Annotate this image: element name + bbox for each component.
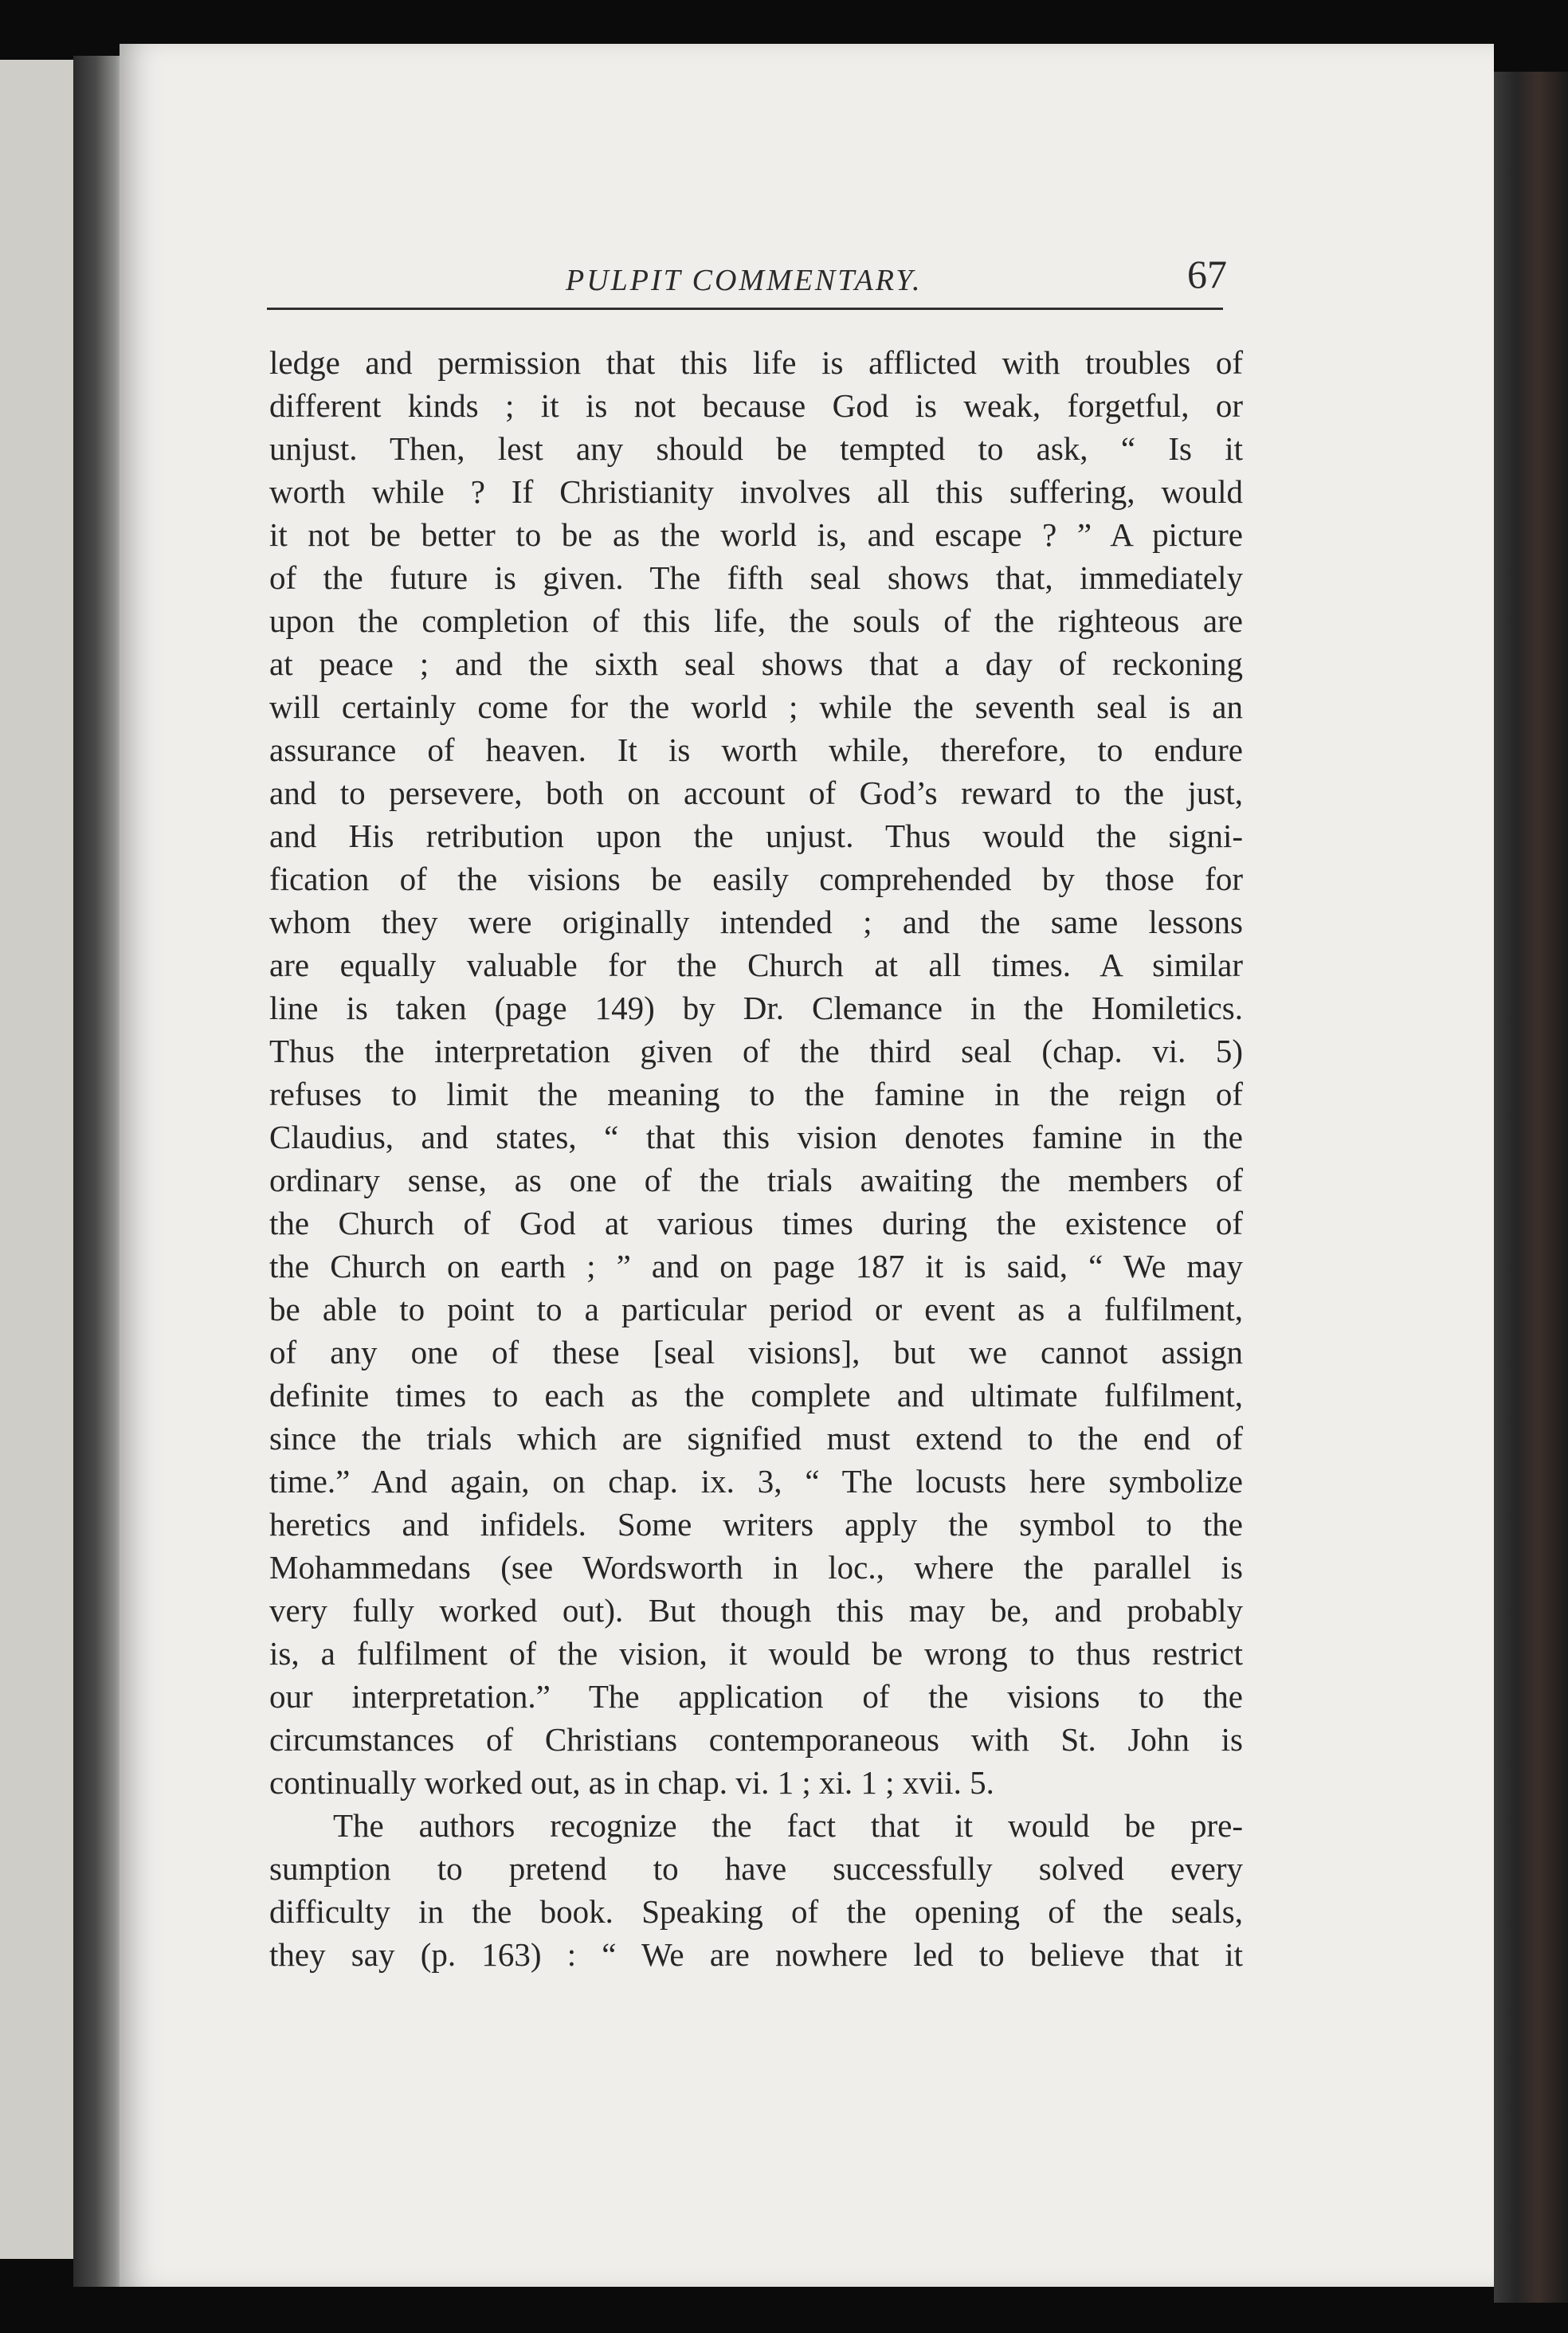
text-line: it not be better to be as the world is, and escape ? ” A picture: [269, 516, 1243, 553]
text-line: heretics and infidels. Some writers apply the symbol to the: [269, 1506, 1243, 1543]
text-line: time.” And again, on chap. ix. 3, “ The locusts here symbolize: [269, 1463, 1243, 1500]
body-text: [269, 341, 1243, 1976]
running-title: PULPIT COMMENTARY.: [566, 264, 923, 297]
page-number: 67: [1187, 252, 1227, 296]
text-line: fication of the visions be easily comprehended by those for: [269, 861, 1243, 897]
text-line: will certainly come for the world ; while the seventh seal is an: [269, 688, 1243, 725]
text-line: are equally valuable for the Church at all times. A similar: [269, 947, 1243, 983]
text-line: circumstances of Christians contemporaneous with St. John is: [269, 1721, 1243, 1758]
text-line: continually worked out, as in chap. vi. 1 ; xi. 1 ; xvii. 5.: [269, 1764, 994, 1801]
text-line: of any one of these [seal visions], but we cannot assign: [269, 1334, 1243, 1370]
text-line: is, a fulfilment of the vision, it would be wrong to thus restrict: [269, 1635, 1243, 1672]
text-line: unjust. Then, lest any should be tempted to ask, “ Is it: [269, 430, 1243, 467]
text-line: very fully worked out). But though this may be, and probably: [269, 1592, 1243, 1629]
text-line: and to persevere, both on account of God’s reward to the just,: [269, 774, 1243, 811]
text-line: refuses to limit the meaning to the famine in the reign of: [269, 1076, 1243, 1112]
text-line: difficulty in the book. Speaking of the opening of the seals,: [269, 1893, 1243, 1930]
text-line: assurance of heaven. It is worth while, therefore, to endure: [269, 731, 1243, 768]
header-rule: [267, 308, 1223, 310]
text-line: since the trials which are signified must extend to the end of: [269, 1420, 1243, 1457]
text-line: they say (p. 163) : “ We are nowhere led to believe that it: [269, 1936, 1243, 1973]
text-line: our interpretation.” The application of the visions to the: [269, 1678, 1243, 1715]
text-line: ordinary sense, as one of the trials awaiting the members of: [269, 1162, 1243, 1198]
text-line: be able to point to a particular period or event as a fulfilment,: [269, 1291, 1243, 1327]
text-line: ledge and permission that this life is afflicted with troubles of: [269, 344, 1243, 381]
text-line: Mohammedans (see Wordsworth in loc., where the parallel is: [269, 1549, 1243, 1586]
facing-page-edge: [0, 60, 73, 2259]
text-line: at peace ; and the sixth seal shows that a day of reckoning: [269, 645, 1243, 682]
text-line: the Church on earth ; ” and on page 187 it is said, “ We may: [269, 1248, 1243, 1284]
text-line: Claudius, and states, “ that this vision denotes famine in the: [269, 1119, 1243, 1155]
text-line: The authors recognize the fact that it would be pre-: [333, 1807, 1243, 1844]
text-line: different kinds ; it is not because God is weak, forgetful, or: [269, 387, 1243, 424]
text-line: and His retribution upon the unjust. Thus would the signi-: [269, 818, 1243, 854]
text-line: Thus the interpretation given of the third seal (chap. vi. 5): [269, 1033, 1243, 1069]
running-header: [267, 247, 1227, 311]
text-line: worth while ? If Christianity involves all this suffering, would: [269, 473, 1243, 510]
text-line: line is taken (page 149) by Dr. Clemance in the Homiletics.: [269, 990, 1243, 1026]
book-cover-edge: [1494, 72, 1568, 2303]
text-line: of the future is given. The fifth seal shows that, immediately: [269, 559, 1243, 596]
text-line: the Church of God at various times during the existence of: [269, 1205, 1243, 1241]
text-line: definite times to each as the complete and ultimate fulfilment,: [269, 1377, 1243, 1414]
text-line: sumption to pretend to have successfully solved every: [269, 1850, 1243, 1887]
text-line: whom they were originally intended ; and the same lessons: [269, 904, 1243, 940]
text-line: upon the completion of this life, the souls of the righteous are: [269, 602, 1243, 639]
